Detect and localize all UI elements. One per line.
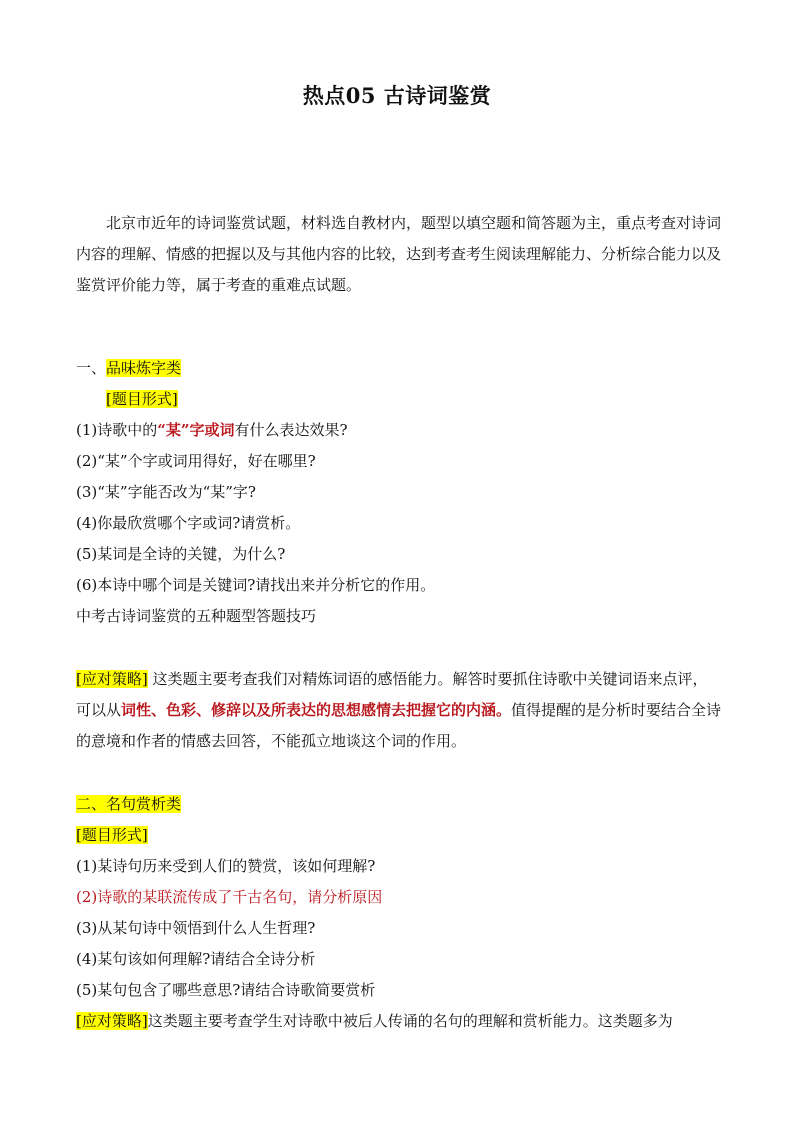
q1-post: 有什么表达效果? <box>234 421 348 439</box>
section1-heading <box>76 358 181 378</box>
form-label-text: [题目形式] <box>76 826 148 844</box>
section1-strategy <box>76 664 722 757</box>
section1-question-6: (6)本诗中哪个词是关键词?请找出来并分析它的作用。 <box>76 576 436 594</box>
strategy-label: [应对策略] <box>76 1012 148 1030</box>
section1-question-3: (3)“某”字能否改为“某”字? <box>76 483 256 501</box>
section1-title: 品味炼字类 <box>106 359 182 377</box>
intro-paragraph: 北京市近年的诗词鉴赏试题，材料选自教材内，题型以填空题和简答题为主，重点考查对诗词内容的理解、情感的把握以及与其他内容的比较，达到考查考生阅读理解能力、分析综合能力以及鉴赏评价能力等，属于考查的重难点试题。 <box>76 214 722 294</box>
section1-question-4: (4)你最欣赏哪个字或词?请赏析。 <box>76 514 301 532</box>
section2-question-5: (5)某句包含了哪些意思?请结合诗歌简要赏析 <box>76 981 376 999</box>
section1-note: 中考古诗词鉴赏的五种题型答题技巧 <box>76 607 317 625</box>
section1-form-label <box>106 389 178 409</box>
section1-question-1 <box>76 420 348 440</box>
section2-question-3: (3)从某句诗中领悟到什么人生哲理? <box>76 919 316 937</box>
q1-pre: (1)诗歌中的 <box>76 421 158 439</box>
strategy-text-post: 值得提醒的是分析时要结合全诗的意境和作者的情感去回答，不能孤立地谈这个词的作用。 <box>76 701 722 750</box>
strategy-text: 这类题主要考查学生对诗歌中被后人传诵的名句的理解和赏析能力。这类题多为 <box>147 1012 673 1030</box>
section2-form-label <box>76 825 148 845</box>
section2-question-1: (1)某诗句历来受到人们的赞赏，该如何理解? <box>76 857 376 875</box>
section2-question-2: (2)诗歌的某联流传成了千古名句，请分析原因 <box>76 888 383 906</box>
strategy-text-highlight: 词性、色彩、修辞以及所表达的思想感情去把握它的内涵。 <box>121 701 512 719</box>
strategy-text-pre: 这类题主要考查我们对精炼词语的感悟能力。解答时要抓住诗歌中关键词语来点评，可以从 <box>76 670 708 719</box>
section1-question-5: (5)某词是全诗的关键，为什么? <box>76 545 286 563</box>
section2-title: 二、名句赏析类 <box>76 795 182 813</box>
page-title: 热点05 古诗词鉴赏 <box>302 83 492 108</box>
form-label-text: [题目形式] <box>106 390 178 408</box>
q1-highlight: “某”字或词 <box>157 421 235 439</box>
section1-question-2: (2)“某”个字或词用得好，好在哪里? <box>76 452 316 470</box>
strategy-label: [应对策略] <box>76 670 148 688</box>
section2-heading <box>76 794 181 814</box>
section1-prefix: 一、 <box>76 359 107 377</box>
section2-question-4: (4)某句该如何理解?请结合全诗分析 <box>76 950 316 968</box>
section2-strategy <box>76 1011 673 1031</box>
